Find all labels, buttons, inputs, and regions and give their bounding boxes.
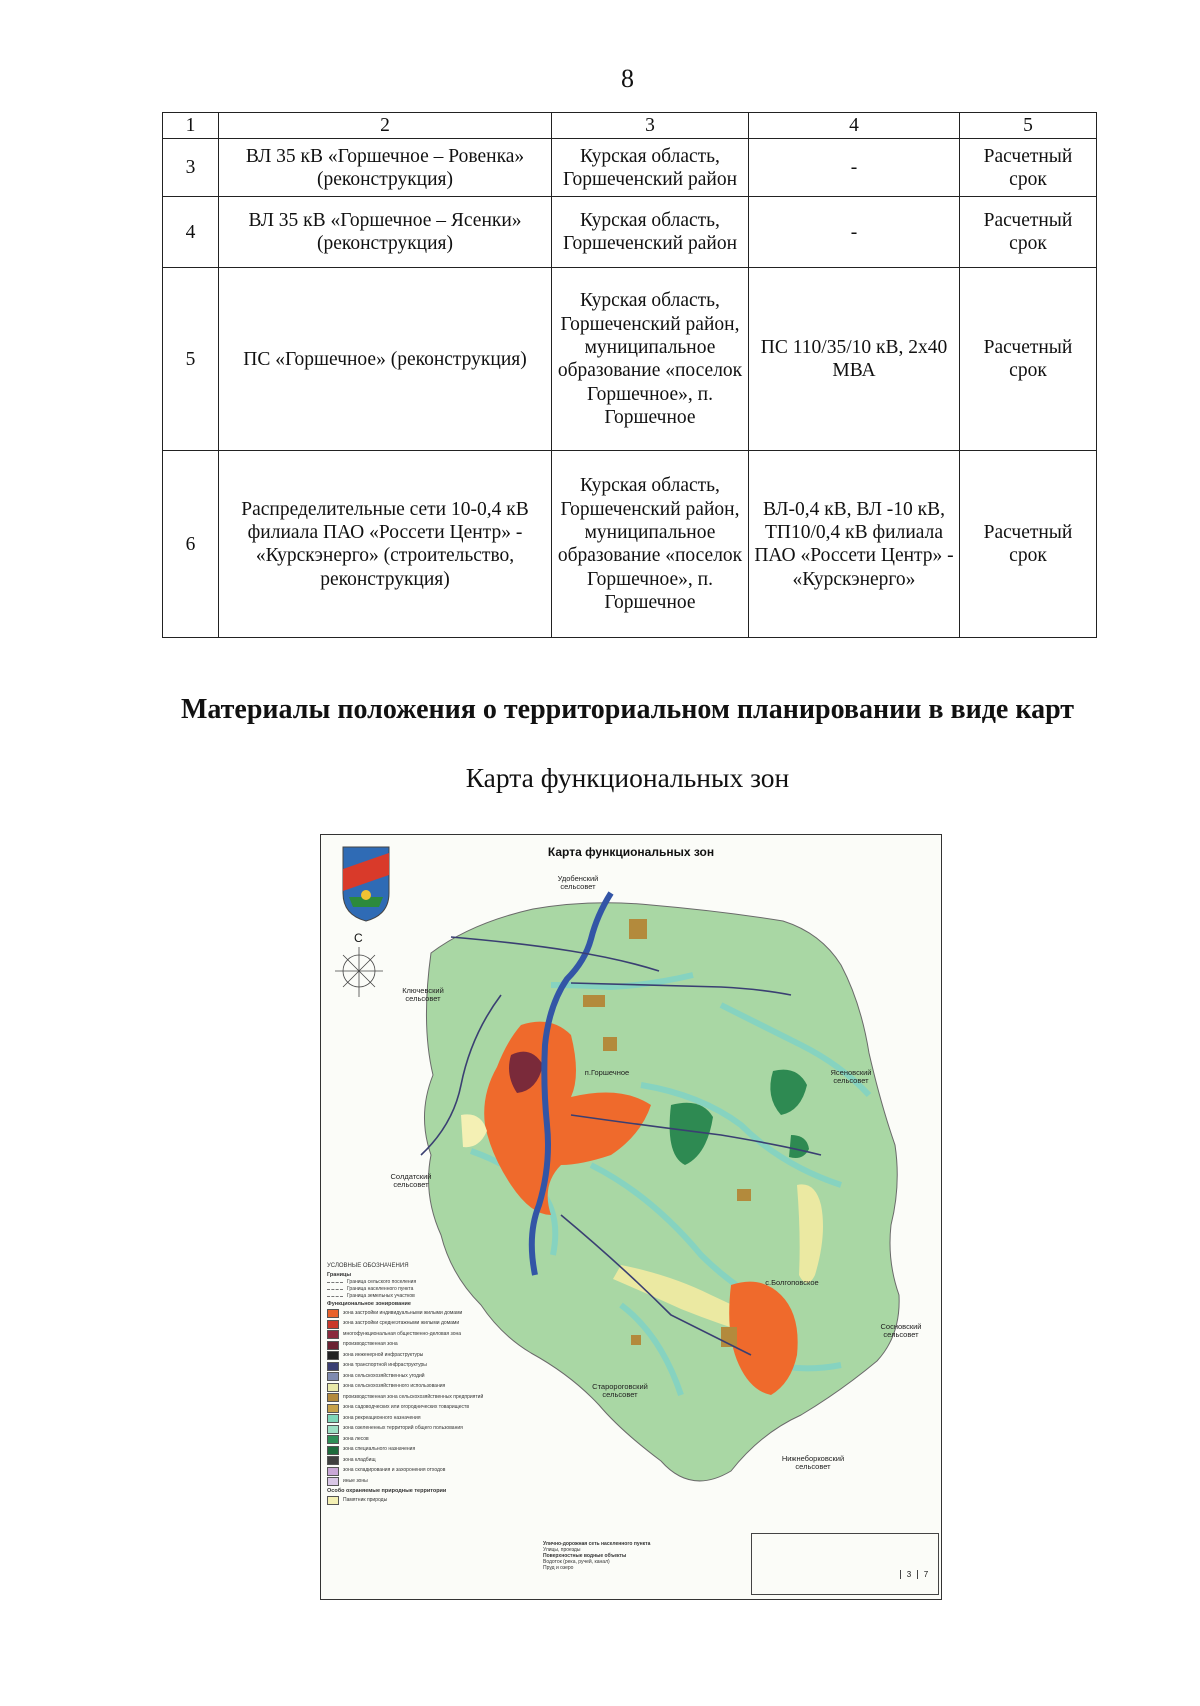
term: Расчетный срок bbox=[960, 451, 1097, 638]
legend-zone-item bbox=[327, 1351, 499, 1360]
legend-zone-item bbox=[327, 1309, 499, 1318]
legend-zone-item bbox=[327, 1467, 499, 1476]
map-caption: Карта функциональных зон bbox=[465, 762, 790, 793]
legend-zone-label: зона застройки индивидуальными жилыми домами bbox=[343, 1309, 463, 1316]
term: Расчетный срок bbox=[960, 139, 1097, 197]
legend-zone-label: зона озелененных территорий общего пользования bbox=[343, 1425, 463, 1432]
legend-zone-item bbox=[327, 1341, 499, 1350]
row-number: 5 bbox=[163, 268, 219, 451]
legend-zone-item bbox=[327, 1320, 499, 1329]
legend-water-heading: Поверхностные водные объекты bbox=[543, 1553, 627, 1559]
legend-zone-label: зона кладбищ bbox=[343, 1456, 376, 1463]
table-header-row bbox=[163, 113, 1097, 139]
legend-zone-item bbox=[327, 1446, 499, 1455]
legend-zone-label: зона специального назначения bbox=[343, 1446, 416, 1453]
legend-zoning-heading: Функциональное зонирование bbox=[327, 1301, 411, 1308]
legend-zone-swatch bbox=[327, 1309, 339, 1318]
page-number: 8 bbox=[621, 64, 634, 93]
legend-zone-swatch bbox=[327, 1414, 339, 1423]
map-title: Карта функциональных зон bbox=[547, 845, 715, 859]
legend-zone-label: иные зоны bbox=[343, 1477, 368, 1484]
legend-zone-label: зона лесов bbox=[343, 1435, 369, 1442]
legend-zone-label: зона садоводческих или огороднических товариществ bbox=[343, 1404, 469, 1411]
legend-borders-heading: Границы bbox=[327, 1271, 352, 1278]
legend-water-item: Пруд и озеро bbox=[543, 1565, 574, 1571]
legend-zone-swatch bbox=[327, 1320, 339, 1329]
characteristics: - bbox=[749, 197, 960, 268]
legend-protected-heading: Особо охраняемые природные территории bbox=[327, 1488, 447, 1495]
object-name: Распределительные сети 10-0,4 кВ филиала ПАО «Россети Центр» - «Курскэнерго» (строительство, реконструкция) bbox=[219, 451, 552, 638]
location: Курская область, Горшеченский район bbox=[552, 139, 749, 197]
sheet-total: 7 bbox=[917, 1570, 934, 1579]
legend-zone-swatch bbox=[327, 1477, 339, 1486]
north-letter: С bbox=[354, 931, 363, 945]
legend-zone-swatch bbox=[327, 1341, 339, 1350]
header-cell: 4 bbox=[749, 113, 960, 139]
title-block-stamp bbox=[751, 1533, 939, 1595]
legend-zone-swatch bbox=[327, 1467, 339, 1476]
object-name: ПС «Горшечное» (реконструкция) bbox=[219, 268, 552, 451]
location: Курская область, Горшеченский район, муниципальное образование «поселок Горшечное», п. Горшечное bbox=[552, 268, 749, 451]
label-starorogovsky: Старороговский сельсовет bbox=[592, 1382, 648, 1399]
label-soldatsky: Солдатский сельсовет bbox=[390, 1172, 432, 1189]
legend-zone-swatch bbox=[327, 1351, 339, 1360]
legend-border-item: Граница населенного пункта bbox=[347, 1285, 414, 1292]
table-row bbox=[163, 197, 1097, 268]
term: Расчетный срок bbox=[960, 268, 1097, 451]
legend-roads-heading: Улично-дорожная сеть населенного пункта bbox=[543, 1541, 651, 1547]
legend-zone-swatch bbox=[327, 1393, 339, 1402]
legend-protected-item: Памятник природы bbox=[343, 1496, 388, 1503]
legend-zone-label: зона сельскохозяйственного использования bbox=[343, 1383, 446, 1390]
legend-zone-item bbox=[327, 1383, 499, 1392]
functional-zones-map bbox=[320, 834, 942, 1600]
table-row bbox=[163, 268, 1097, 451]
table-row bbox=[163, 451, 1097, 638]
header-cell: 3 bbox=[552, 113, 749, 139]
legend-border-item: Граница земельных участков bbox=[347, 1292, 415, 1299]
location: Курская область, Горшеченский район bbox=[552, 197, 749, 268]
legend-zone-swatch bbox=[327, 1404, 339, 1413]
label-gorshechnoe: п.Горшечное bbox=[584, 1068, 630, 1077]
map-legend-secondary bbox=[543, 1541, 693, 1571]
legend-zone-item bbox=[327, 1414, 499, 1423]
legend-zone-label: многофункциональная общественно-деловая зона bbox=[343, 1330, 462, 1337]
row-number: 3 bbox=[163, 139, 219, 197]
legend-zone-item bbox=[327, 1435, 499, 1444]
section-title: Материалы положения о территориальном планировании в виде карт bbox=[180, 694, 1075, 725]
object-name: ВЛ 35 кВ «Горшечное – Ясенки» (реконструкция) bbox=[219, 197, 552, 268]
row-number: 4 bbox=[163, 197, 219, 268]
characteristics: ВЛ-0,4 кВ, ВЛ -10 кВ, ТП10/0,4 кВ филиала ПАО «Россети Центр» - «Курскэнерго» bbox=[749, 451, 960, 638]
legend-zone-item bbox=[327, 1330, 499, 1339]
legend-zone-swatch bbox=[327, 1446, 339, 1455]
infrastructure-table bbox=[162, 112, 1097, 638]
legend-zone-item bbox=[327, 1425, 499, 1434]
legend-zone-label: зона инженерной инфраструктуры bbox=[343, 1351, 424, 1358]
legend-title: УСЛОВНЫЕ ОБОЗНАЧЕНИЯ bbox=[327, 1263, 409, 1269]
term: Расчетный срок bbox=[960, 197, 1097, 268]
sheet-numbers bbox=[900, 1570, 934, 1579]
legend-zone-swatch bbox=[327, 1372, 339, 1381]
legend-zone-label: производственная зона сельскохозяйственных предприятий bbox=[343, 1393, 484, 1400]
legend-zone-label: зона застройки среднеэтажными жилыми домами bbox=[343, 1320, 460, 1327]
label-yasenovsky: Ясеновский сельсовет bbox=[830, 1068, 872, 1085]
label-klyuchevsky: Ключевский сельсовет bbox=[402, 986, 444, 1003]
label-udobensky: Удобенский сельсовет bbox=[557, 874, 599, 891]
label-bologovskoe: с.Болгоповское bbox=[765, 1278, 819, 1287]
legend-zone-swatch bbox=[327, 1435, 339, 1444]
location: Курская область, Горшеченский район, муниципальное образование «поселок Горшечное», п. Горшечное bbox=[552, 451, 749, 638]
sheet-number: 3 bbox=[900, 1570, 917, 1579]
row-number: 6 bbox=[163, 451, 219, 638]
legend-zone-label: зона транспортной инфраструктуры bbox=[343, 1362, 427, 1369]
header-cell: 2 bbox=[219, 113, 552, 139]
legend-road-item: Улицы, проезды bbox=[543, 1547, 581, 1553]
legend-zone-swatch bbox=[327, 1425, 339, 1434]
map-legend bbox=[327, 1263, 499, 1507]
legend-zone-swatch bbox=[327, 1456, 339, 1465]
header-cell: 1 bbox=[163, 113, 219, 139]
legend-zone-swatch bbox=[327, 1330, 339, 1339]
legend-zone-item bbox=[327, 1393, 499, 1402]
legend-zone-label: зона сельскохозяйственных угодий bbox=[343, 1372, 425, 1379]
legend-border-item: Граница сельского поселения bbox=[347, 1278, 417, 1285]
characteristics: - bbox=[749, 139, 960, 197]
legend-zone-item bbox=[327, 1362, 499, 1371]
legend-zone-swatch bbox=[327, 1362, 339, 1371]
header-cell: 5 bbox=[960, 113, 1097, 139]
legend-zone-list bbox=[327, 1309, 499, 1486]
label-sosnovsky: Сосновский сельсовет bbox=[880, 1322, 922, 1339]
legend-zone-label: зона рекреационного назначения bbox=[343, 1414, 421, 1421]
legend-zone-item bbox=[327, 1477, 499, 1486]
legend-zone-swatch bbox=[327, 1383, 339, 1392]
legend-zone-item bbox=[327, 1456, 499, 1465]
legend-zone-label: производственная зона bbox=[343, 1341, 398, 1348]
legend-zone-item bbox=[327, 1372, 499, 1381]
legend-zone-label: зона складирования и захоронения отходов bbox=[343, 1467, 446, 1474]
legend-water-item: Водоток (река, ручей, канал) bbox=[543, 1559, 610, 1565]
object-name: ВЛ 35 кВ «Горшечное – Ровенка» (реконструкция) bbox=[219, 139, 552, 197]
compass-icon bbox=[335, 947, 383, 997]
table-row bbox=[163, 139, 1097, 197]
label-nizhneborkovsky: Нижнеборковский сельсовет bbox=[781, 1454, 845, 1471]
characteristics: ПС 110/35/10 кВ, 2х40 МВА bbox=[749, 268, 960, 451]
legend-zone-item bbox=[327, 1404, 499, 1413]
